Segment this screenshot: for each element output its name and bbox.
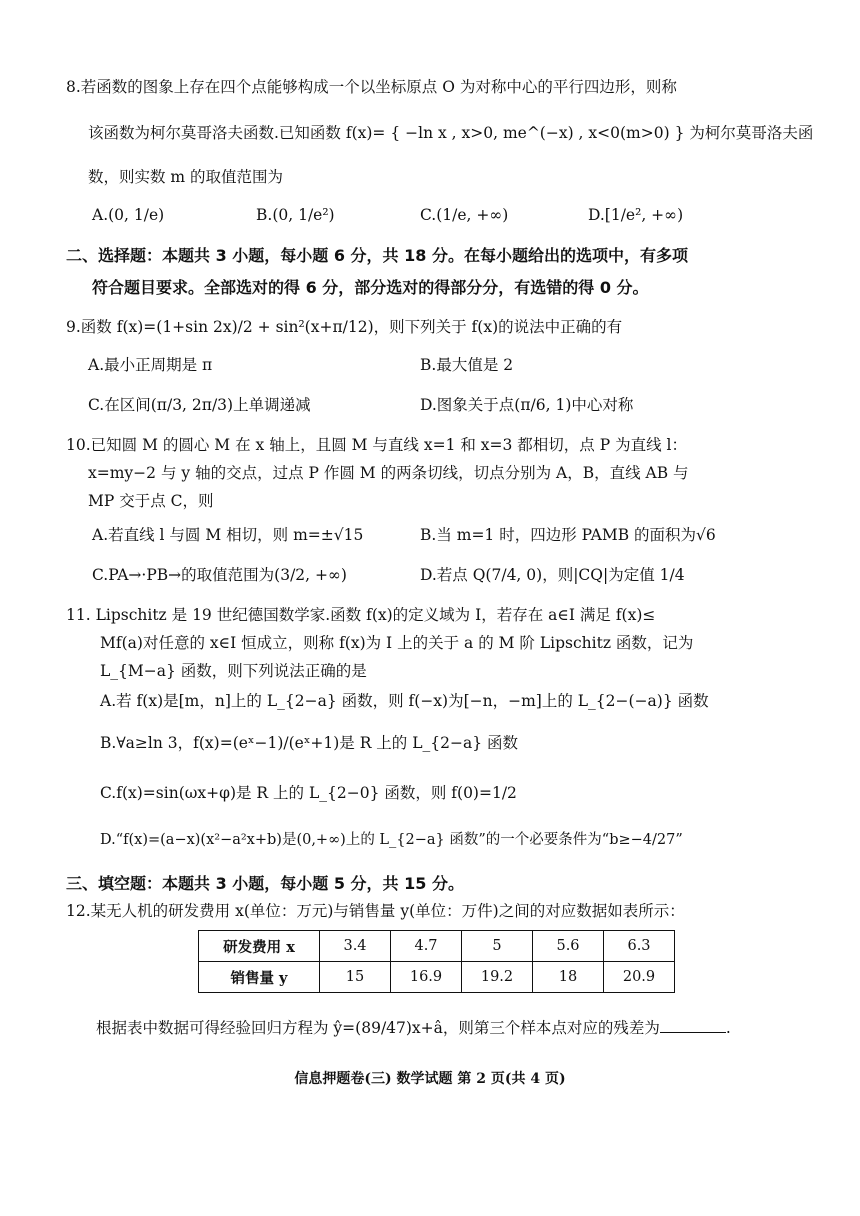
- table-cell: 3.4: [320, 931, 391, 962]
- q10-option-d: D.若点 Q(7/4, 0)，则|CQ|为定值 1/4: [420, 566, 685, 584]
- table-row: [199, 931, 675, 962]
- q11-option-c: C.f(x)=sin(ωx+φ)是 R 上的 L_{2−0} 函数，则 f(0)=1/2: [100, 784, 517, 802]
- section-3-heading: 三、填空题：本题共 3 小题，每小题 5 分，共 15 分。: [66, 874, 464, 893]
- q10-option-c: C.PA→·PB→的取值范围为(3/2, +∞): [92, 566, 347, 584]
- q11-option-b: B.∀a≥ln 3，f(x)=(eˣ−1)/(eˣ+1)是 R 上的 L_{2−a} 函数: [100, 734, 519, 752]
- q11-option-d: D.“f(x)=(a−x)(x²−a²x+b)是(0,+∞)上的 L_{2−a} 函数”的一个必要条件为“b≥−4/27”: [100, 832, 683, 848]
- table-cell: 19.2: [462, 962, 533, 993]
- table-cell: 6.3: [604, 931, 675, 962]
- q10-line-1: 10.已知圆 M 的圆心 M 在 x 轴上，且圆 M 与直线 x=1 和 x=3 都相切，点 P 为直线 l：: [66, 436, 687, 454]
- table-cell: 16.9: [391, 962, 462, 993]
- q8-option-d: D.[1/e², +∞): [588, 206, 684, 224]
- q12-stem: 12.某无人机的研发费用 x(单位：万元)与销售量 y(单位：万件)之间的对应数据如表所示：: [66, 902, 685, 920]
- q9-option-c: C.在区间(π/3, 2π/3)上单调递减: [88, 396, 311, 414]
- page-footer: 信息押题卷(三) 数学试题 第 2 页(共 4 页): [294, 1071, 566, 1087]
- q11-line-3: L_{M−a} 函数，则下列说法正确的是: [100, 662, 367, 680]
- q8-line-3: 数，则实数 m 的取值范围为: [88, 168, 284, 186]
- q9-option-b: B.最大值是 2: [420, 356, 514, 374]
- table-header-y: 销售量 y: [199, 962, 320, 993]
- table-cell: 5: [462, 931, 533, 962]
- table-cell: 4.7: [391, 931, 462, 962]
- q12-question-end: .: [725, 1019, 731, 1037]
- q9-option-d: D.图象关于点(π/6, 1)中心对称: [420, 396, 634, 414]
- q8-option-c: C.(1/e, +∞): [420, 206, 509, 224]
- table-cell: 15: [320, 962, 391, 993]
- q12-question: [96, 1018, 731, 1038]
- table-header-x: 研发费用 x: [199, 931, 320, 962]
- q9-option-a: A.最小正周期是 π: [88, 356, 213, 374]
- q9-stem: 9.函数 f(x)=(1+sin 2x)/2 + sin²(x+π/12)，则下列关于 f(x)的说法中正确的有: [66, 318, 623, 336]
- q8-line-1: 8.若函数的图象上存在四个点能够构成一个以坐标原点 O 为对称中心的平行四边形，则称: [66, 78, 677, 96]
- q8-line-2: 该函数为柯尔莫哥洛夫函数.已知函数 f(x)= { −ln x , x>0, me^(−x) , x<0(m>0) } 为柯尔莫哥洛夫函: [88, 124, 814, 142]
- table-cell: 20.9: [604, 962, 675, 993]
- section-2-heading-cont: 符合题目要求。全部选对的得 6 分，部分选对的得部分分，有选错的得 0 分。: [92, 278, 649, 297]
- section-2-heading: 二、选择题：本题共 3 小题，每小题 6 分，共 18 分。在每小题给出的选项中，有多项: [66, 246, 688, 265]
- q10-option-a: A.若直线 l 与圆 M 相切，则 m=±√15: [92, 526, 364, 544]
- q12-data-table: [198, 930, 675, 993]
- q10-line-3: MP 交于点 C，则: [88, 492, 214, 510]
- answer-blank: [660, 1018, 726, 1033]
- q10-option-b: B.当 m=1 时，四边形 PAMB 的面积为√6: [420, 526, 716, 544]
- table-cell: 5.6: [533, 931, 604, 962]
- table-row: [199, 962, 675, 993]
- q10-line-2: x=my−2 与 y 轴的交点，过点 P 作圆 M 的两条切线，切点分别为 A，B，直线 AB 与: [88, 464, 689, 482]
- q11-line-1: 11. Lipschitz 是 19 世纪德国数学家.函数 f(x)的定义域为 I，若存在 a∈I 满足 f(x)≤: [66, 606, 656, 624]
- q8-option-b: B.(0, 1/e²): [256, 206, 335, 224]
- q8-option-a: A.(0, 1/e): [92, 206, 165, 224]
- table-cell: 18: [533, 962, 604, 993]
- q11-line-2: Mf(a)对任意的 x∈I 恒成立，则称 f(x)为 I 上的关于 a 的 M 阶 Lipschitz 函数，记为: [100, 634, 694, 652]
- q12-question-text: 根据表中数据可得经验回归方程为 ŷ=(89/47)x+â，则第三个样本点对应的残差为: [96, 1019, 660, 1037]
- q11-option-a: A.若 f(x)是[m，n]上的 L_{2−a} 函数，则 f(−x)为[−n，−m]上的 L_{2−(−a)} 函数: [100, 692, 709, 710]
